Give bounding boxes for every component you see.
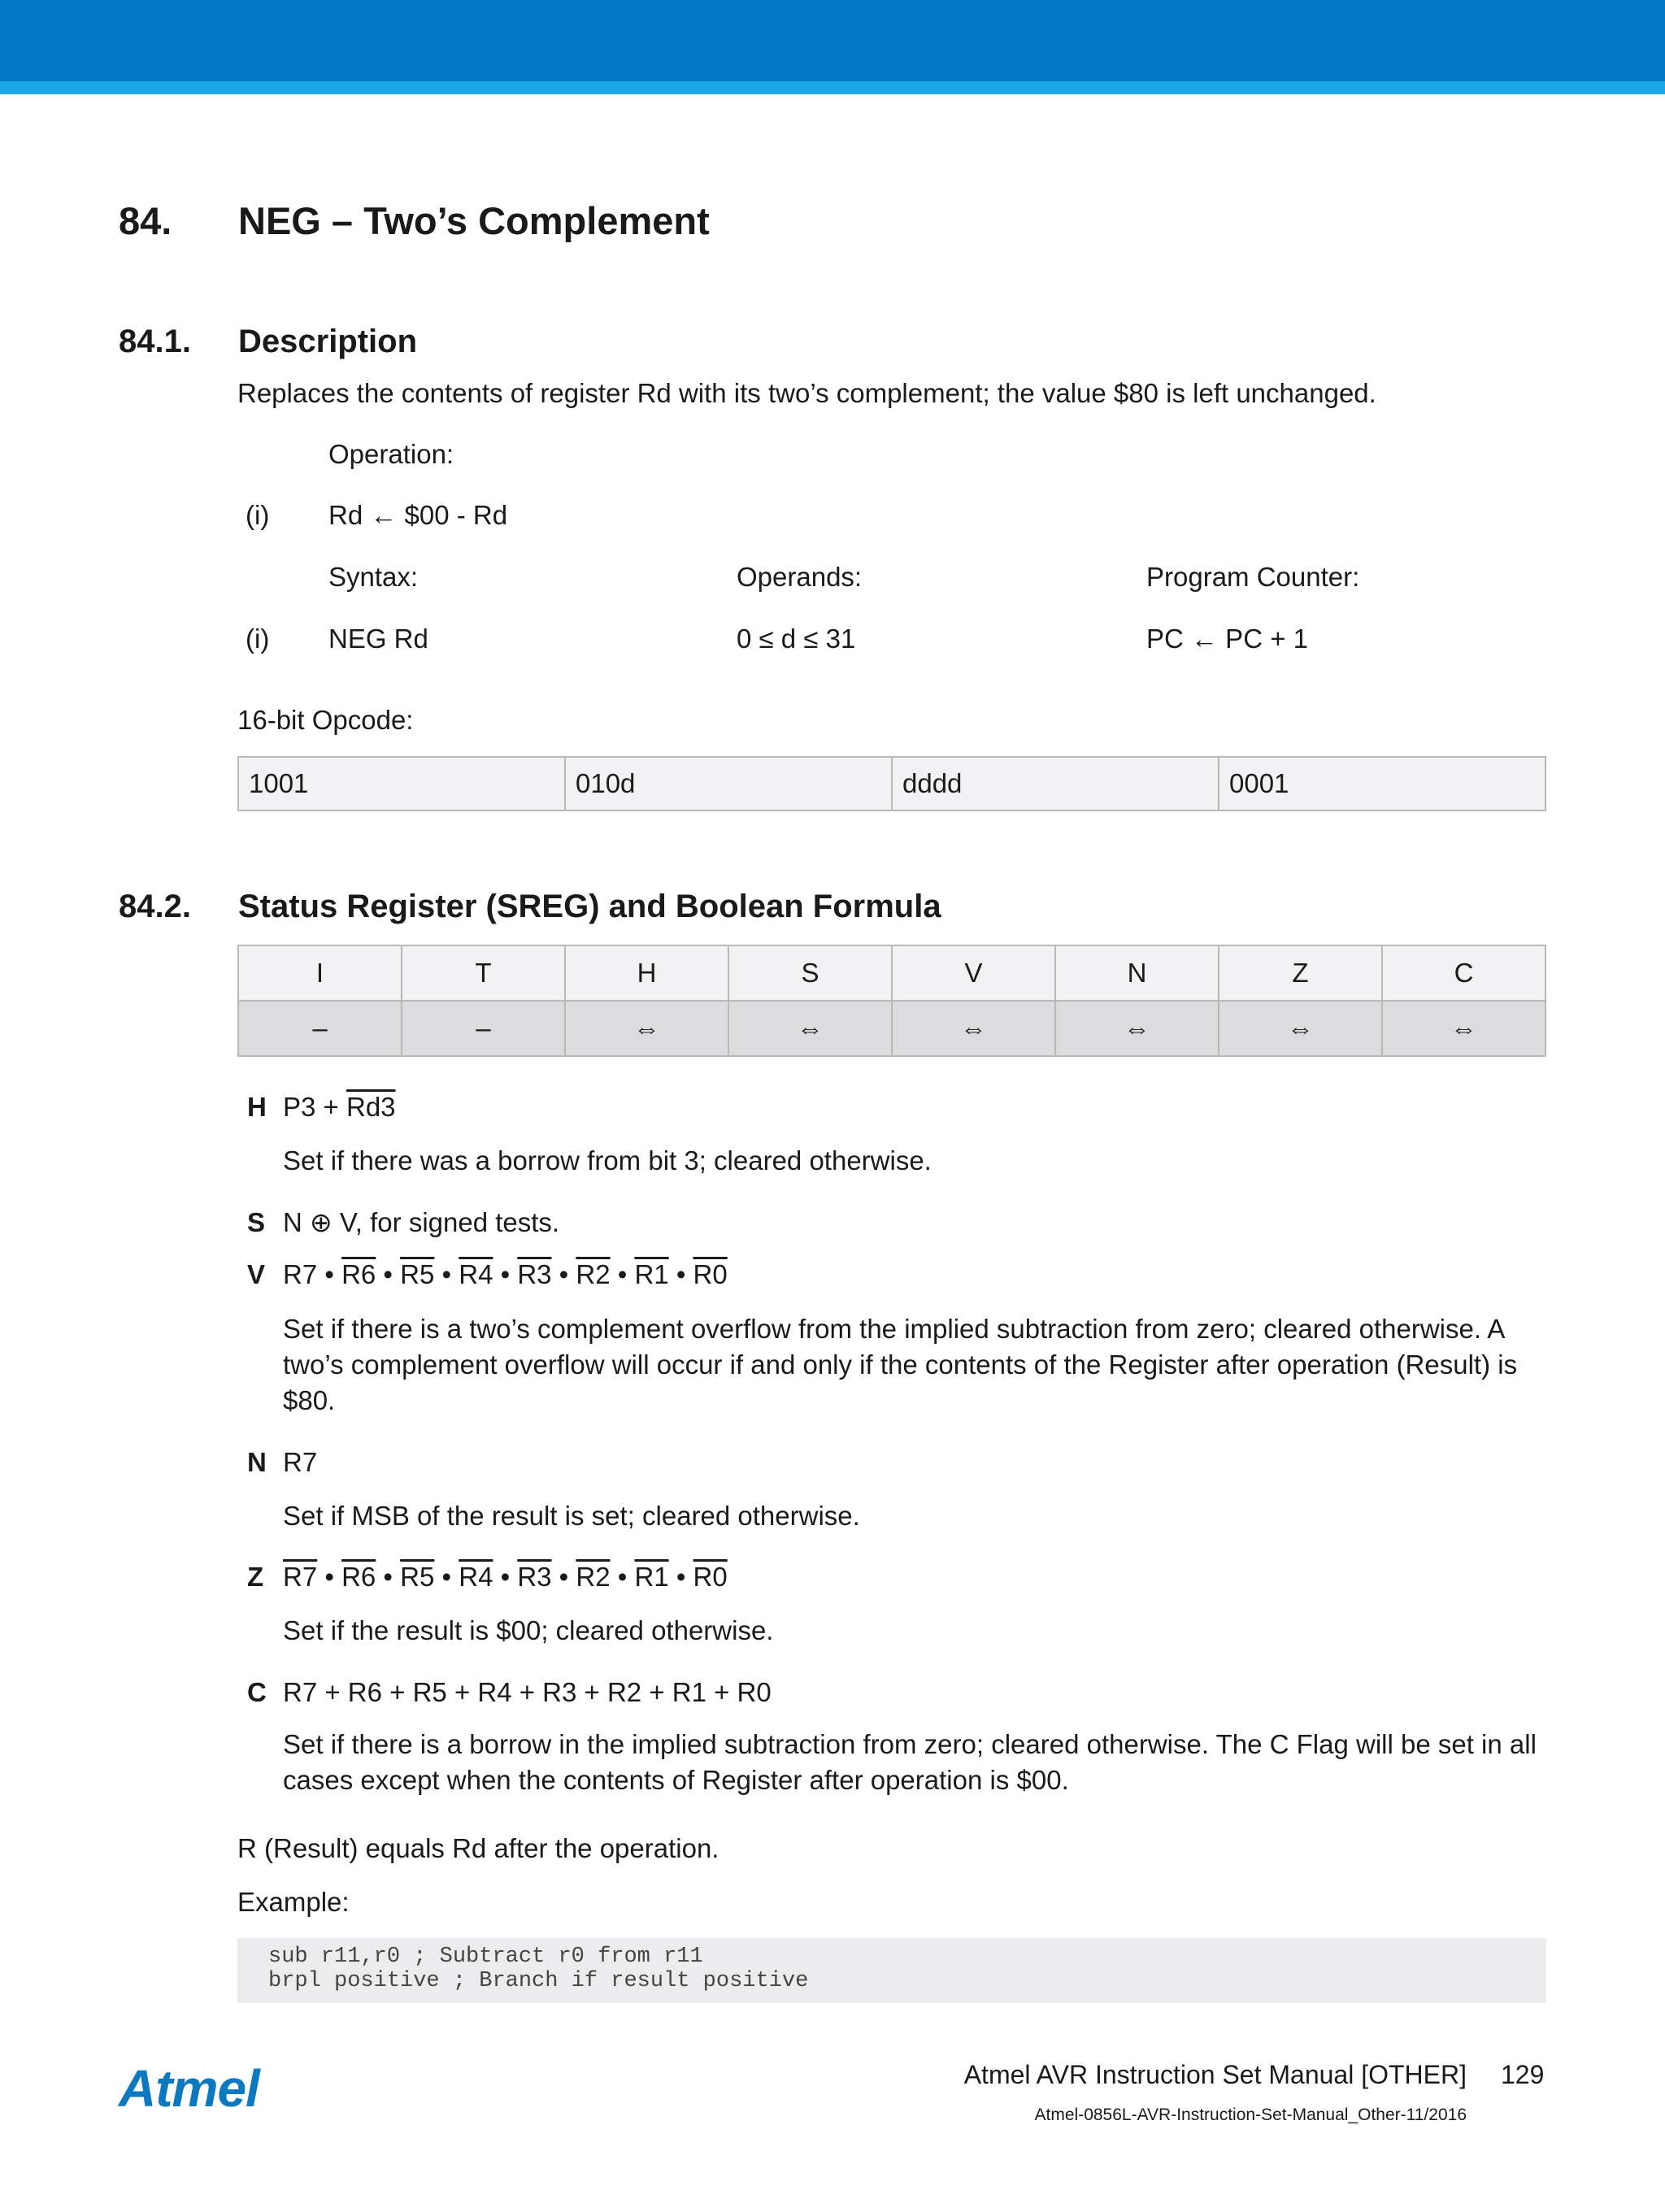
header-stripe <box>0 81 1665 94</box>
sreg-table <box>237 945 1546 1057</box>
footer-doc-id: Atmel-0856L-AVR-Instruction-Set-Manual_Other-11/2016 <box>1034 2106 1467 2124</box>
sreg-flag-value: ⇔ <box>893 1002 1056 1055</box>
sreg-flag-value: – <box>239 1002 402 1055</box>
sreg-flag-header: V <box>893 946 1056 1000</box>
opcode-cell: 1001 <box>239 758 566 810</box>
flag-n-letter: N <box>247 1447 267 1477</box>
sreg-flag-value: ⇔ <box>729 1002 893 1055</box>
description-number: 84.1. <box>119 324 191 359</box>
sreg-flag-header: N <box>1056 946 1219 1000</box>
opcode-cell: dddd <box>893 758 1219 810</box>
flag-h-description: Set if there was a borrow from bit 3; cleared otherwise. <box>283 1145 932 1176</box>
operands-value: 0 ≤ d ≤ 31 <box>737 624 856 654</box>
flag-h-formula: P3 + Rd3 <box>283 1092 396 1122</box>
result-note: R (Result) equals Rd after the operation. <box>237 1833 719 1863</box>
opcode-table <box>237 756 1546 811</box>
sreg-flag-header: Z <box>1219 946 1383 1000</box>
flag-c-description: Set if there is a borrow in the implied subtraction from zero; cleared otherwise. The C Flag will be set in all cases except when the contents of Register after operation is $00. <box>283 1729 1537 1795</box>
description-text: Replaces the contents of register Rd with its two’s complement; the value $80 is left unchanged. <box>237 378 1376 408</box>
flag-v-letter: V <box>247 1259 266 1289</box>
header-bar <box>0 0 1665 81</box>
sreg-flag-header: I <box>239 946 402 1000</box>
sreg-flag-header: H <box>566 946 729 1000</box>
syntax-index: (i) <box>246 624 270 654</box>
sreg-flag-value: ⇔ <box>1450 1013 1477 1043</box>
sreg-flag-value: ⇔ <box>1056 1002 1219 1055</box>
description-title: Description <box>238 324 418 359</box>
sreg-flag-value: – <box>402 1002 566 1055</box>
flag-s-formula: N ⊕ V, for signed tests. <box>283 1207 560 1237</box>
sreg-flag-header: T <box>402 946 566 1000</box>
opcode-cell: 010d <box>566 758 893 810</box>
sreg-header-row <box>239 946 1545 1002</box>
code-line: sub r11,r0 ; Subtract r0 from r11 <box>268 1945 703 1969</box>
flag-s-letter: S <box>247 1207 266 1237</box>
flag-h-letter: H <box>247 1092 267 1122</box>
sreg-flag-header: S <box>729 946 893 1000</box>
atmel-logo: Atmel <box>119 2059 259 2118</box>
operation-label: Operation: <box>328 439 454 469</box>
flag-z-formula: R7 • R6 • R5 • R4 • R3 • R2 • R1 • R0 <box>283 1562 728 1592</box>
flag-c-formula: R7 + R6 + R5 + R4 + R3 + R2 + R1 + R0 <box>283 1677 772 1707</box>
program-counter-label: Program Counter: <box>1146 562 1360 592</box>
footer-title: Atmel AVR Instruction Set Manual [OTHER] <box>963 2060 1467 2089</box>
flag-z-letter: Z <box>247 1562 264 1592</box>
syntax-value: NEG Rd <box>328 624 428 654</box>
syntax-label: Syntax: <box>328 562 419 592</box>
operation-formula: Rd ← $00 - Rd <box>328 500 508 530</box>
sreg-flag-header: C <box>1454 958 1474 988</box>
code-example <box>237 1938 1546 2003</box>
page-number: 129 <box>1501 2060 1545 2089</box>
operands-label: Operands: <box>737 562 863 592</box>
flag-c-letter: C <box>247 1677 267 1707</box>
opcode-cell: 0001 <box>1229 768 1289 798</box>
sreg-value-row <box>239 1002 1545 1055</box>
flag-n-description: Set if MSB of the result is set; cleared otherwise. <box>283 1501 860 1531</box>
section-number: 84. <box>119 199 172 242</box>
sreg-flag-value: ⇔ <box>566 1002 729 1055</box>
flag-n-formula: R7 <box>283 1447 318 1477</box>
code-line: brpl positive ; Branch if result positive <box>268 1969 809 1993</box>
flag-z-description: Set if the result is $00; cleared otherwise. <box>283 1615 774 1645</box>
sreg-number: 84.2. <box>119 889 191 924</box>
section-title: NEG – Two’s Complement <box>238 199 710 242</box>
flag-v-description: Set if there is a two’s complement overflow from the implied subtraction from zero; cleared otherwise. A two’s complement overflow will occur if and only if the contents of the Register after operation (Result) is $80. <box>283 1314 1518 1415</box>
flag-v-formula: R7 • R6 • R5 • R4 • R3 • R2 • R1 • R0 <box>283 1259 728 1289</box>
sreg-title: Status Register (SREG) and Boolean Formula <box>238 889 941 924</box>
example-label: Example: <box>237 1887 350 1917</box>
operation-index: (i) <box>246 500 270 530</box>
sreg-flag-value: ⇔ <box>1219 1002 1383 1055</box>
program-counter-value: PC ← PC + 1 <box>1146 624 1308 654</box>
opcode-label: 16-bit Opcode: <box>237 705 414 735</box>
